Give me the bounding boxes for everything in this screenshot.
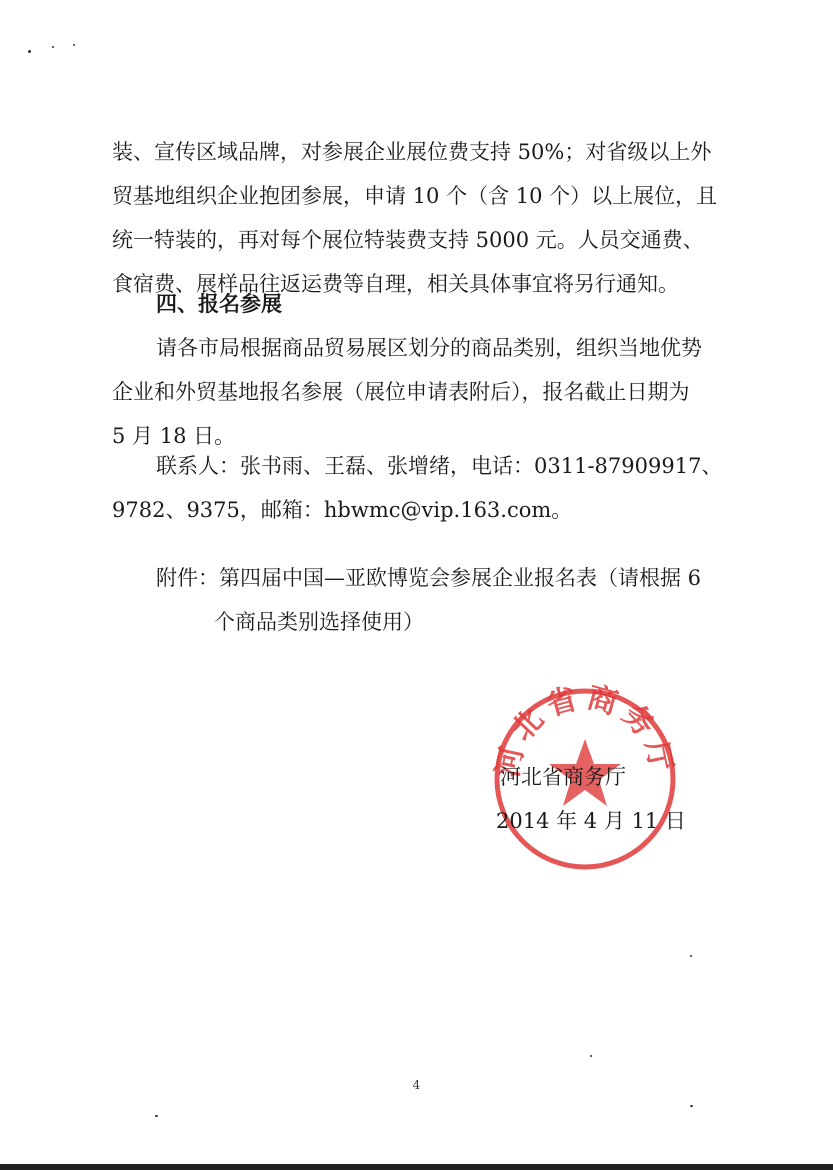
attachment-line: 附件：第四届中国—亚欧博览会参展企业报名表（请根据 6: [156, 566, 702, 590]
scan-edge: [0, 1164, 833, 1170]
text-line: 食宿费、展样品往返运费等自理，相关具体事宜将另行通知。: [112, 272, 679, 296]
text-line: 9782、9375，邮箱：hbwmc@vip.163.com。: [112, 498, 573, 522]
scan-speck: [690, 955, 692, 957]
signature-block: [496, 755, 696, 843]
attachment-note: [156, 556, 756, 644]
paragraph-funding-support: [112, 130, 732, 306]
text-line: 请各市局根据商品贸易展区划分的商品类别，组织当地优势: [156, 336, 702, 360]
paragraph-contact: [112, 444, 732, 532]
paragraph-registration: [112, 326, 732, 458]
scan-speck: [52, 46, 54, 48]
attachment-line: 个商品类别选择使用）: [214, 610, 424, 634]
seal-text: 河北省商务厅: [490, 684, 680, 781]
text-line: 联系人：张书雨、王磊、张增绪，电话：0311-87909917、: [156, 454, 723, 478]
issue-date: 2014 年 4 月 11 日: [496, 809, 686, 833]
page-number: 4: [412, 1078, 421, 1092]
scan-speck: [73, 44, 75, 46]
scan-speck: [155, 1115, 158, 1117]
text-line: 统一特装的，再对每个展位特装费支持 5000 元。人员交通费、: [112, 228, 704, 252]
issuing-organization: 河北省商务厅: [500, 765, 626, 789]
scan-speck: [590, 1055, 592, 1057]
text-line: 5 月 18 日。: [112, 424, 236, 448]
text-line: 企业和外贸基地报名参展（展位申请表附后），报名截止日期为: [112, 380, 690, 404]
section-heading: 四、报名参展: [156, 291, 282, 316]
scan-speck: [690, 1105, 693, 1107]
text-line: 装、宣传区域品牌，对参展企业展位费支持 50%；对省级以上外: [112, 140, 712, 164]
text-line: 贸基地组织企业抱团参展，申请 10 个（含 10 个）以上展位，且: [112, 184, 718, 208]
scan-speck: [28, 50, 31, 53]
